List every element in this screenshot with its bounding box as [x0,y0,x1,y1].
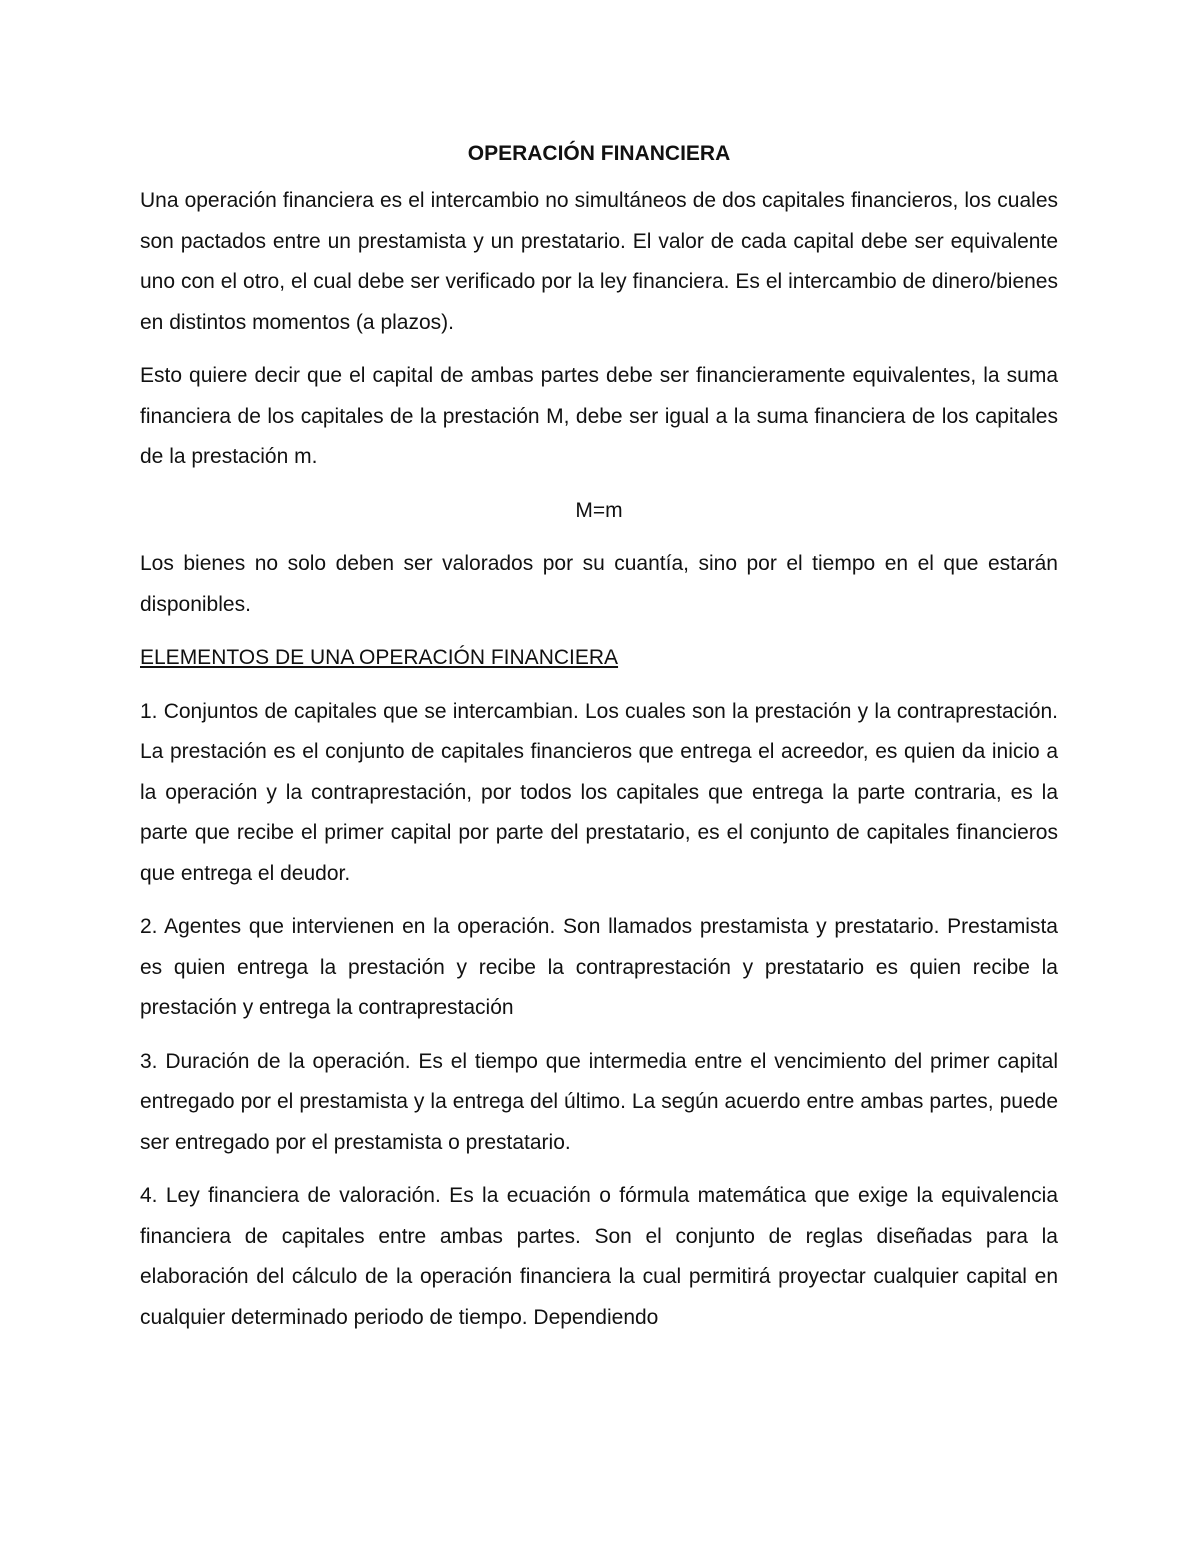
section-heading: ELEMENTOS DE UNA OPERACIÓN FINANCIERA [140,646,619,669]
document-page [140,136,1058,1338]
paragraph-equivalence: Esto quiere decir que el capital de ambas partes debe ser financieramente equivalentes, la suma financiera de los capitales de la prestación M, debe ser igual a la suma financiera de los capitales de la prestación m. [140,364,1058,468]
paragraph-definition: Una operación financiera es el intercambio no simultáneos de dos capitales financieros, los cuales son pactados entre un prestamista y un prestatario. El valor de cada capital debe ser equivalente uno con el otro, el cual debe ser verificado por la ley financiera. Es el intercambio de dinero/bienes en distintos momentos (a plazos). [140,189,1058,334]
list-item-agentes: 2. Agentes que intervienen en la operación. Son llamados prestamista y prestatario. Prestamista es quien entrega la prestación y recibe la contraprestación y prestatario es quien recibe la prestación y entrega la contraprestación [140,915,1058,1019]
list-item-ley-financiera: 4. Ley financiera de valoración. Es la ecuación o fórmula matemática que exige la equivalencia financiera de capitales entre ambas partes. Son el conjunto de reglas diseñadas para la elaboración del cálculo de la operación financiera la cual permitirá proyectar cualquier capital en cualquier determinado periodo de tiempo. Dependiendo [140,1184,1058,1329]
paragraph-valuation: Los bienes no solo deben ser valorados por su cuantía, sino por el tiempo en el que estarán disponibles. [140,552,1058,616]
document-title: OPERACIÓN FINANCIERA [467,142,731,165]
list-item-duracion: 3. Duración de la operación. Es el tiempo que intermedia entre el vencimiento del primer capital entregado por el prestamista y la entrega del último. La según acuerdo entre ambas partes, puede ser entregado por el prestamista o prestatario. [140,1049,1058,1154]
list-item-capitales: 1. Conjuntos de capitales que se intercambian. Los cuales son la prestación y la contraprestación. La prestación es el conjunto de capitales financieros que entrega el acreedor, es quien da inicio a la operación y la contraprestación, por todos los capitales que entrega la parte contraria, es la parte que recibe el primer capital por parte del prestatario, es el conjunto de capitales financieros que entrega el deudor. [140,699,1058,885]
formula: M=m [575,498,623,522]
